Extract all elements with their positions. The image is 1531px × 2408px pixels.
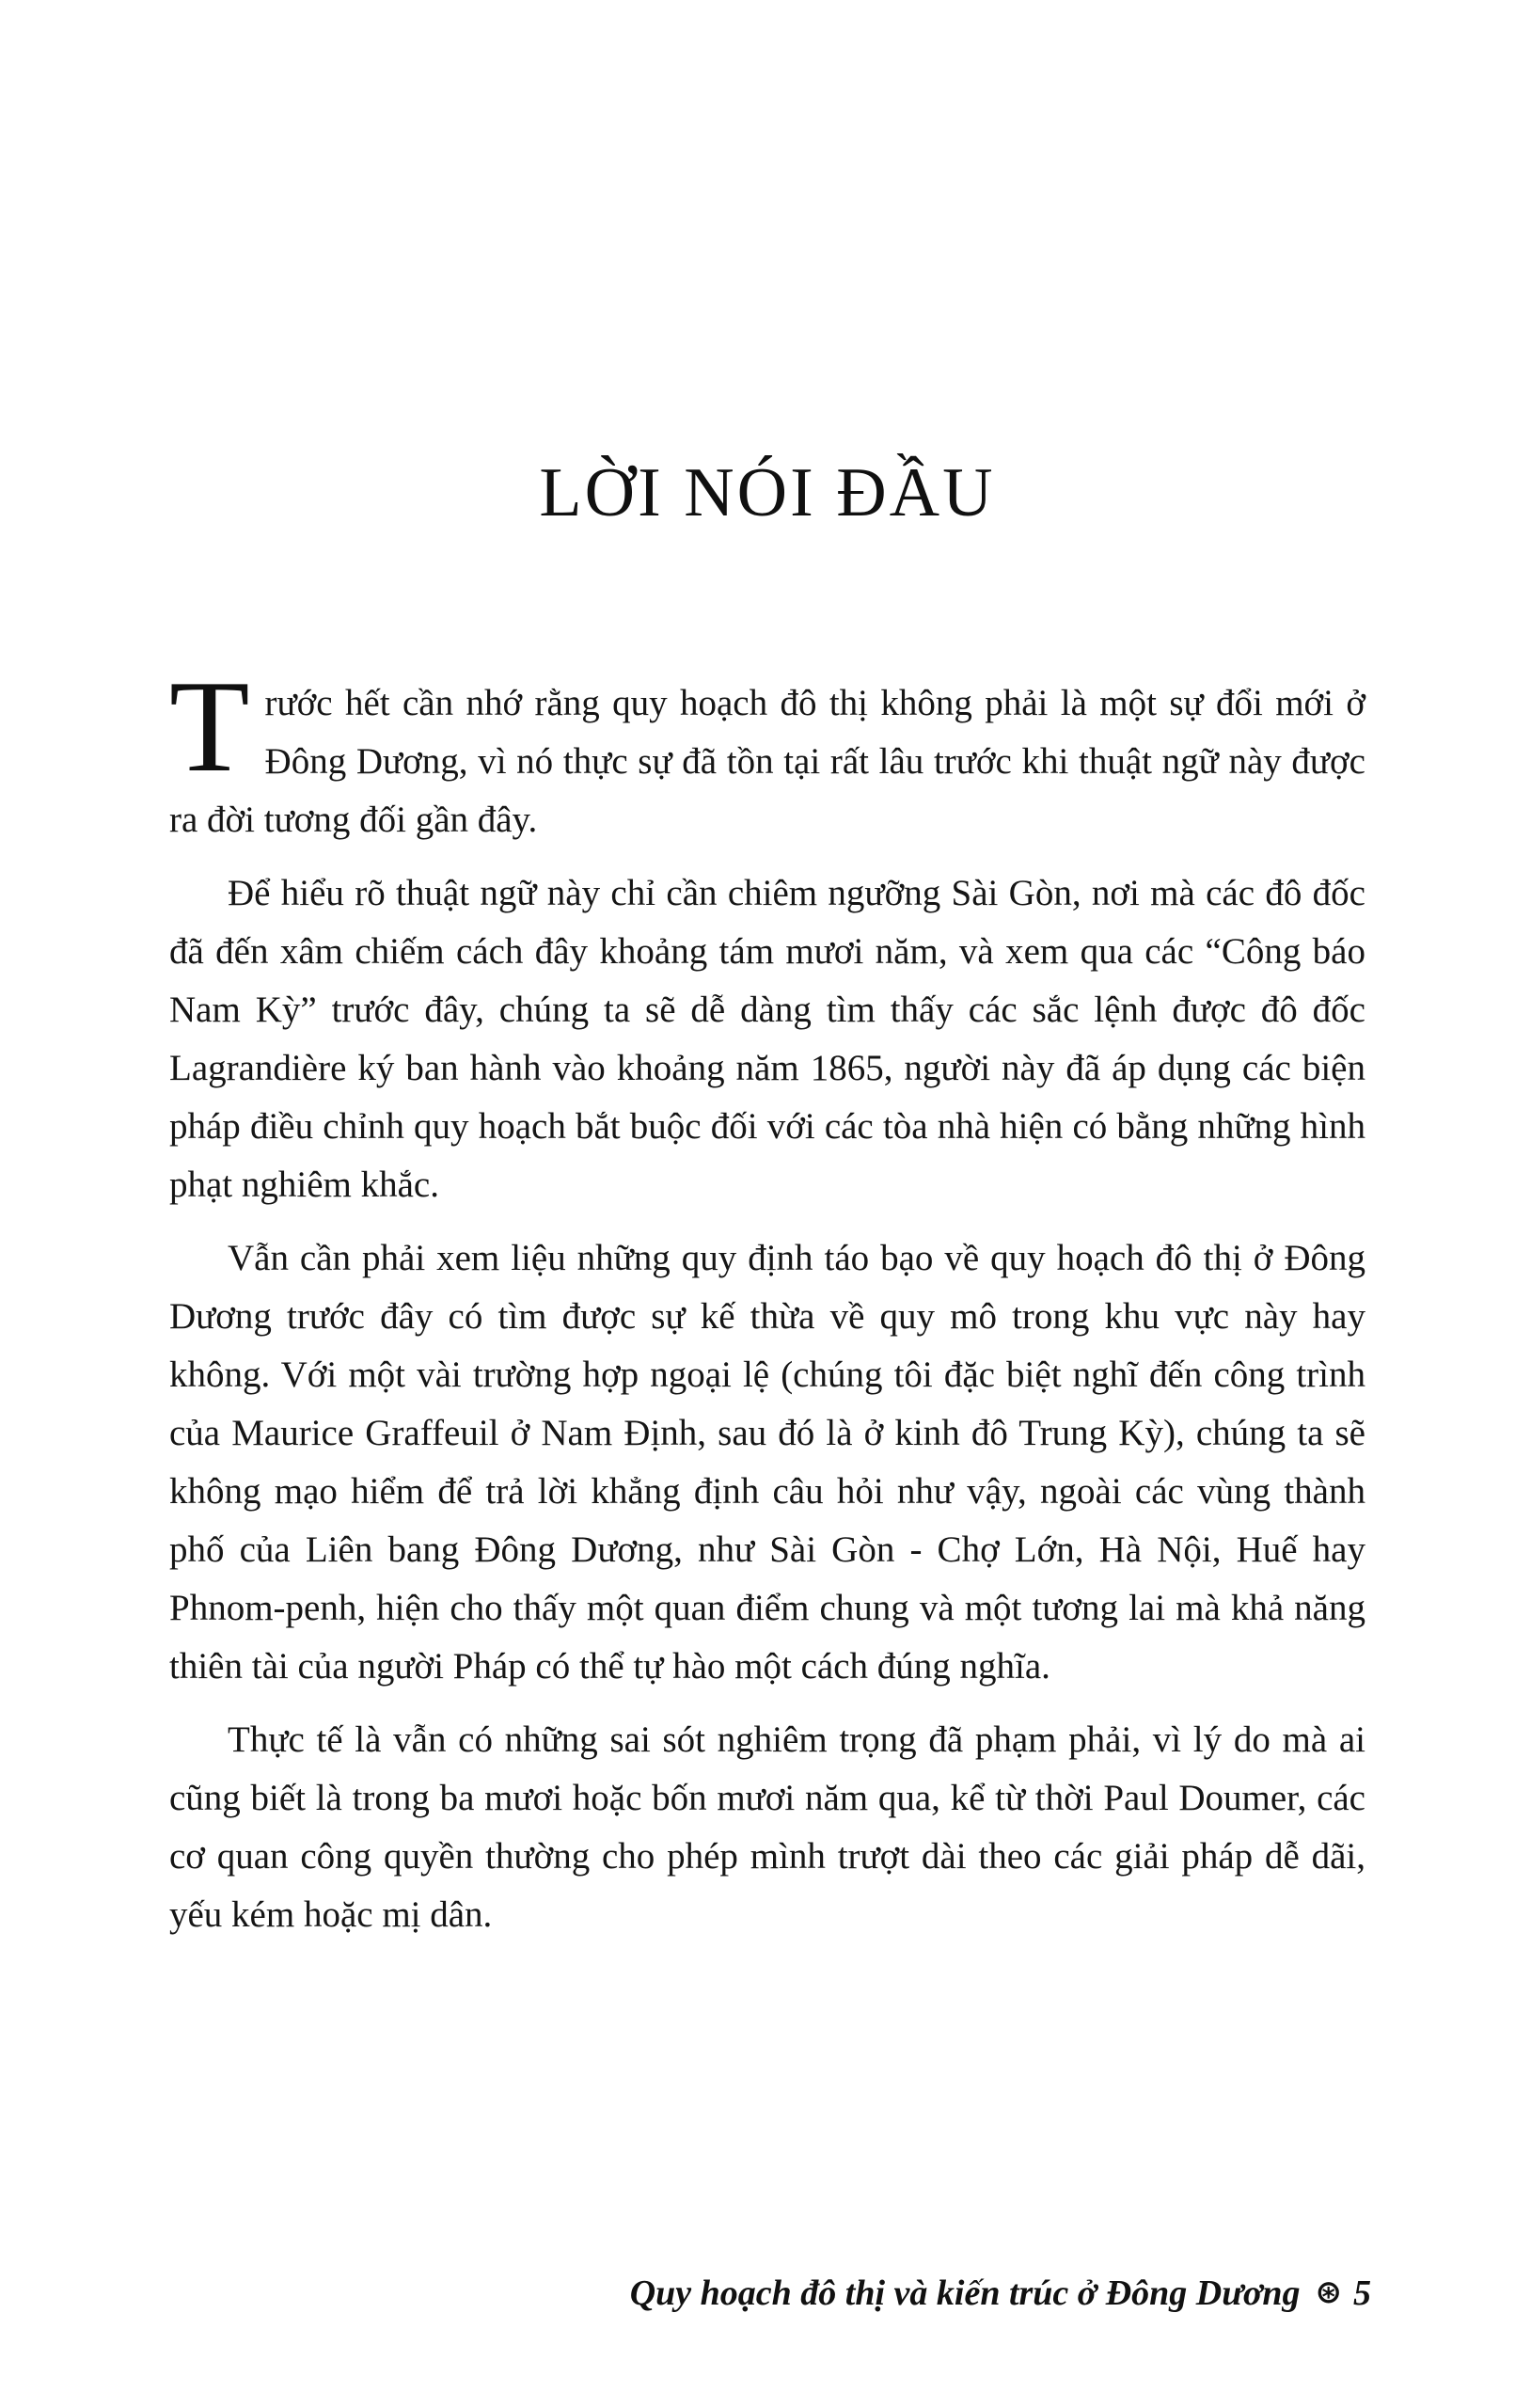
paragraph: Vẫn cần phải xem liệu những quy định táo bạo về quy hoạch đô thị ở Đông Dương trước đây có tìm được sự kế thừa về quy mô trong khu vực này hay không. Với một vài trường hợp ngoại lệ (chúng tôi đặc biệt nghĩ đến công trình của Maurice Graffeuil ở Nam Định, sau đó là ở kinh đô Trung Kỳ), chúng ta sẽ không mạo hiểm để trả lời khẳng định câu hỏi như vậy, ngoài các vùng thành phố của Liên bang Đông Dương, như Sài Gòn - Chợ Lớn, Hà Nội, Huế hay Phnom-penh, hiện cho thấy một quan điểm chung và một tương lai mà khả năng thiên tài của người Pháp có thể tự hào một cách đúng nghĩa. bbox=[169, 1238, 1365, 1687]
running-footer bbox=[630, 2273, 1371, 2314]
page-number: 5 bbox=[1353, 2273, 1371, 2313]
florette-icon: ⊛ bbox=[1315, 2273, 1342, 2311]
paragraph: Để hiểu rõ thuật ngữ này chỉ cần chiêm ngưỡng Sài Gòn, nơi mà các đô đốc đã đến xâm chiếm cách đây khoảng tám mươi năm, và xem qua các “Công báo Nam Kỳ” trước đây, chúng ta sẽ dễ dàng tìm thấy các sắc lệnh được đô đốc Lagrandière ký ban hành vào khoảng năm 1865, người này đã áp dụng các biện pháp điều chỉnh quy hoạch bắt buộc đối với các tòa nhà hiện có bằng những hình phạt nghiêm khắc. bbox=[169, 873, 1365, 1205]
paragraph: Thực tế là vẫn có những sai sót nghiêm trọng đã phạm phải, vì lý do mà ai cũng biết là trong ba mươi hoặc bốn mươi năm qua, kể từ thời Paul Doumer, các cơ quan công quyền thường cho phép mình trượt dài theo các giải pháp dễ dãi, yếu kém hoặc mị dân. bbox=[169, 1719, 1365, 1935]
page-content bbox=[169, 0, 1365, 1959]
dropcap-letter: T bbox=[169, 654, 250, 800]
page-title: LỜI NÓI ĐẦU bbox=[539, 454, 996, 531]
paragraph bbox=[169, 654, 1365, 849]
body-text bbox=[169, 654, 1365, 1944]
footer-text: Quy hoạch đô thị và kiến trúc ở Đông Dương bbox=[629, 2273, 1301, 2313]
paragraph-text: rước hết cần nhớ rằng quy hoạch đô thị không phải là một sự đổi mới ở Đông Dương, vì nó thực sự đã tồn tại rất lâu trước khi thuật ngữ này được ra đời tương đối gần đây. bbox=[169, 683, 1365, 840]
